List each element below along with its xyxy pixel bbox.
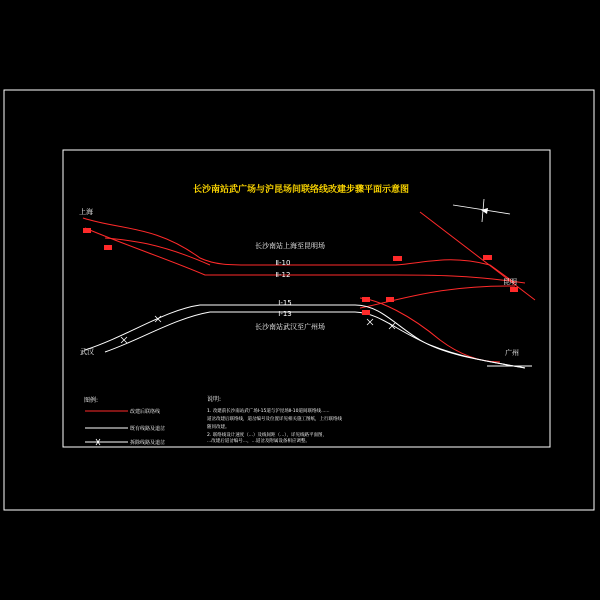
label-track-I15: Ⅰ-15 [278,299,292,307]
legend-heading: 图例: [84,397,99,404]
legend-item-existing [85,425,165,432]
notes-heading: 说明: [207,396,222,403]
svg-text:拆除线路及道岔: 拆除线路及道岔 [130,440,166,446]
lower-yard-existing-lines [85,305,532,368]
label-track-II10: Ⅱ-10 [275,259,291,267]
label-upper-yard: 长沙南站上海至昆明场 [255,242,325,250]
label-wuhan: 武汉 [80,348,94,356]
legend-item-new [85,408,160,415]
label-guangzhou: 广州 [505,349,519,357]
svg-text:改建后联络线: 改建后联络线 [130,409,161,415]
north-arrow-icon [453,199,510,222]
drawing-title: 长沙南站武广场与沪昆场间联络线改建步骤平面示意图 [192,185,410,195]
legend [84,396,165,446]
label-lower-yard: 长沙南站武汉至广州场 [255,323,325,331]
note-line: 随同改建。 [207,425,230,430]
note-line: 2. 联络线设计速度（...）及线间距（...），详见线路平面图， [207,433,328,438]
legend-item-removed [85,439,165,446]
note-line: 道岔改建后联络线，道岔编号及位置详见相关施工图纸，上行联络线 [207,417,342,422]
note-line: 1. 改建前长沙南站武广场Ⅰ-15道与沪昆场Ⅱ-10道间联络线...... [207,409,330,414]
label-track-I13: Ⅰ-13 [278,310,292,318]
notes [207,395,342,444]
label-track-II12: Ⅱ-12 [275,271,291,279]
label-shanghai: 上海 [79,208,93,216]
svg-text:既有线路及道岔: 既有线路及道岔 [130,426,166,432]
label-kunming: 昆明 [503,278,517,286]
note-line: ...改建后道岔编号...，...道岔及附属设备相应调整。 [207,439,310,444]
upper-yard-new-lines [83,212,535,362]
